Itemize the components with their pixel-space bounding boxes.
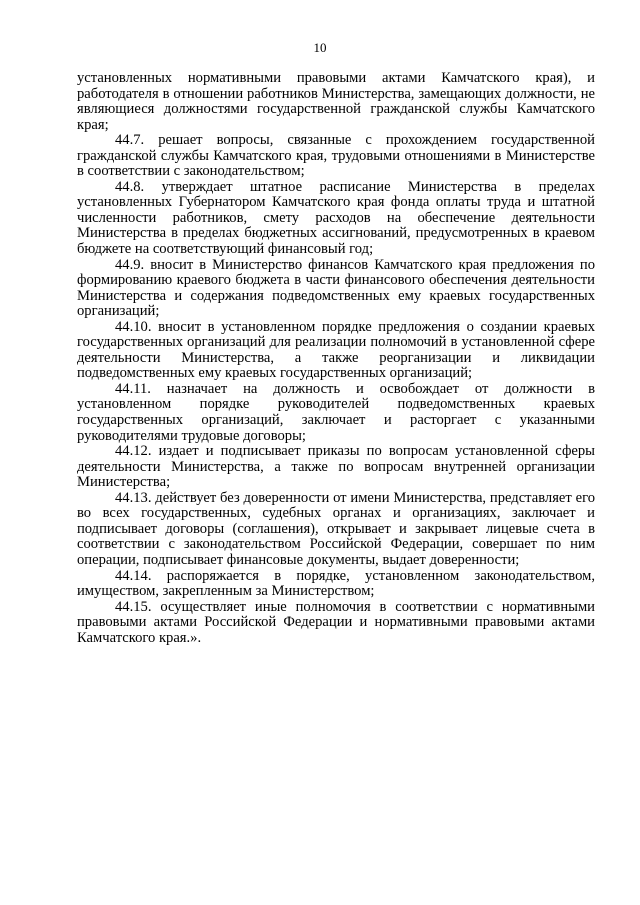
paragraph-44-14: 44.14. распоряжается в порядке, установленном законодательством, имуществом, закрепленным за Министерством; <box>77 567 595 600</box>
paragraph-44-8: 44.8. утверждает штатное расписание Министерства в пределах установленных Губернатором Камчатского края фонда оплаты труда и штатной численности работников, смету расходов на обеспечение деятельности Министерства в пределах бюджетных ассигнований, предусмотренных в краевом бюджете на соответствующий финансовый год; <box>77 178 595 258</box>
paragraph-44-10: 44.10. вносит в установленном порядке предложения о создании краевых государственных организаций для реализации полномочий в установленной сфере деятельности Министерства, а также реорганизации и ликвидации подведомственных ему краевых государственных организаций; <box>77 318 595 382</box>
paragraph-44-9: 44.9. вносит в Министерство финансов Камчатского края предложения по формированию краевого бюджета в части финансового обеспечения деятельности Министерства и содержания подведомственных ему краевых государственных организаций; <box>77 256 595 320</box>
paragraph-44-12: 44.12. издает и подписывает приказы по вопросам установленной сферы деятельности Министерства, а также по вопросам внутренней организации Министерства; <box>77 443 595 491</box>
paragraph-44-7: 44.7. решает вопросы, связанные с прохождением государственной гражданской службы Камчатского края, трудовыми отношениями в Министерстве в соответствии с законодательством; <box>77 132 595 180</box>
paragraph-44-15: 44.15. осуществляет иные полномочия в соответствии с нормативными правовыми актами Российской Федерации и нормативными правовыми актами Камчатского края.». <box>77 598 595 646</box>
paragraph-44-11: 44.11. назначает на должность и освобождает от должности в установленном порядке руководителей подведомственных краевых государственных организаций, заключает и расторгает с указанными руководителями трудовые договоры; <box>77 380 595 444</box>
page-number: 10 <box>313 40 327 55</box>
paragraph-44-13: 44.13. действует без доверенности от имени Министерства, представляет его во всех государственных, судебных органах и организациях, заключает и подписывает договоры (соглашения), открывает и закрывает лицевые счета в соответствии с законодательством Российской Федерации, совершает по ним операции, подписывает финансовые документы, выдает доверенности; <box>77 489 595 568</box>
paragraph-continuation: установленных нормативными правовыми актами Камчатского края), и работодателя в отношении работников Министерства, замещающих должности, не являющиеся должностями государственной гражданской службы Камчатского края; <box>77 70 595 133</box>
document-body <box>77 71 595 646</box>
